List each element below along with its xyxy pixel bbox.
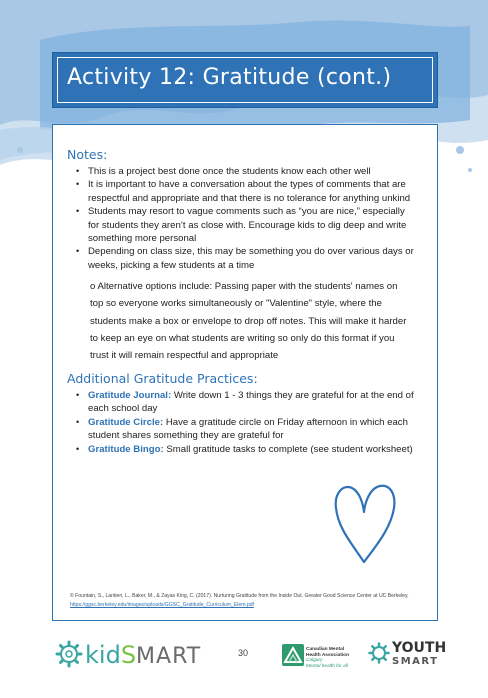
kidsmart-wordmark: kidSMART bbox=[85, 641, 202, 669]
citation-footnote: © Fountain, S., Lantieri, L., Baker, M., & Zayas King, C. (2017). Nurturing Gratitude from the Inside Out. Greater Good Science Center at UC Berkeley. https://ggsc.berkeley.edu/images/uploads/GGSC_Gratitude_Curriculum_Elem.pdf bbox=[70, 593, 409, 608]
practices-list bbox=[75, 389, 415, 456]
list-item: • Gratitude Bingo: Small gratitude tasks to complete (see student worksheet) bbox=[76, 443, 413, 455]
page-title: Activity 12: Gratitude (cont.) bbox=[67, 65, 392, 90]
heart-icon bbox=[330, 480, 400, 570]
list-item: • Gratitude Circle: Have a gratitude circle on Friday afternoon in which each student shares something they are grateful for bbox=[76, 416, 408, 442]
practices-heading: Additional Gratitude Practices: bbox=[67, 371, 258, 386]
alternative-options-note: o Alternative options include: Passing paper with the students' names on top so everyone works simultaneously or "Valentine" style, where the students make a box or envelope to drop off notes. This will make it harder to keep an eye on what students are writing so only do this format if you trust it will remain respectful and appropriate bbox=[90, 281, 407, 362]
list-item: • Depending on class size, this may be something you do over various days or weeks, picking a few students at a time bbox=[76, 246, 414, 271]
title-banner bbox=[52, 52, 438, 108]
list-item: • It is important to have a conversation about the types of comments that are respectful and appropriate and that there is no tolerance for anything unkind bbox=[76, 179, 411, 204]
list-item: • Students may resort to vague comments such as “you are nice,” especially for students they aren’t as close with. Encourage kids to dig deep and write something more personal bbox=[76, 206, 407, 245]
gear-icon bbox=[55, 640, 83, 668]
notes-list bbox=[75, 165, 415, 272]
youthsmart-gear-icon bbox=[368, 642, 390, 664]
youthsmart-wordmark: YOUTH SMART bbox=[392, 640, 447, 667]
page-number: 30 bbox=[238, 648, 249, 658]
page-footer bbox=[0, 630, 488, 698]
list-item: • This is a project best done once the students know each other well bbox=[76, 166, 371, 177]
cmha-wordmark: Canadian Mental Health Association Calgary Mental health for all bbox=[306, 647, 350, 669]
citation-link[interactable]: https://ggsc.berkeley.edu/images/uploads/GGSC_Gratitude_Curriculum_Elem.pdf bbox=[70, 602, 254, 608]
cmha-logo-icon bbox=[282, 644, 304, 666]
notes-heading: Notes: bbox=[67, 147, 108, 162]
list-item: • Gratitude Journal: Write down 1 - 3 things they are grateful for at the end of each school day bbox=[76, 390, 414, 415]
